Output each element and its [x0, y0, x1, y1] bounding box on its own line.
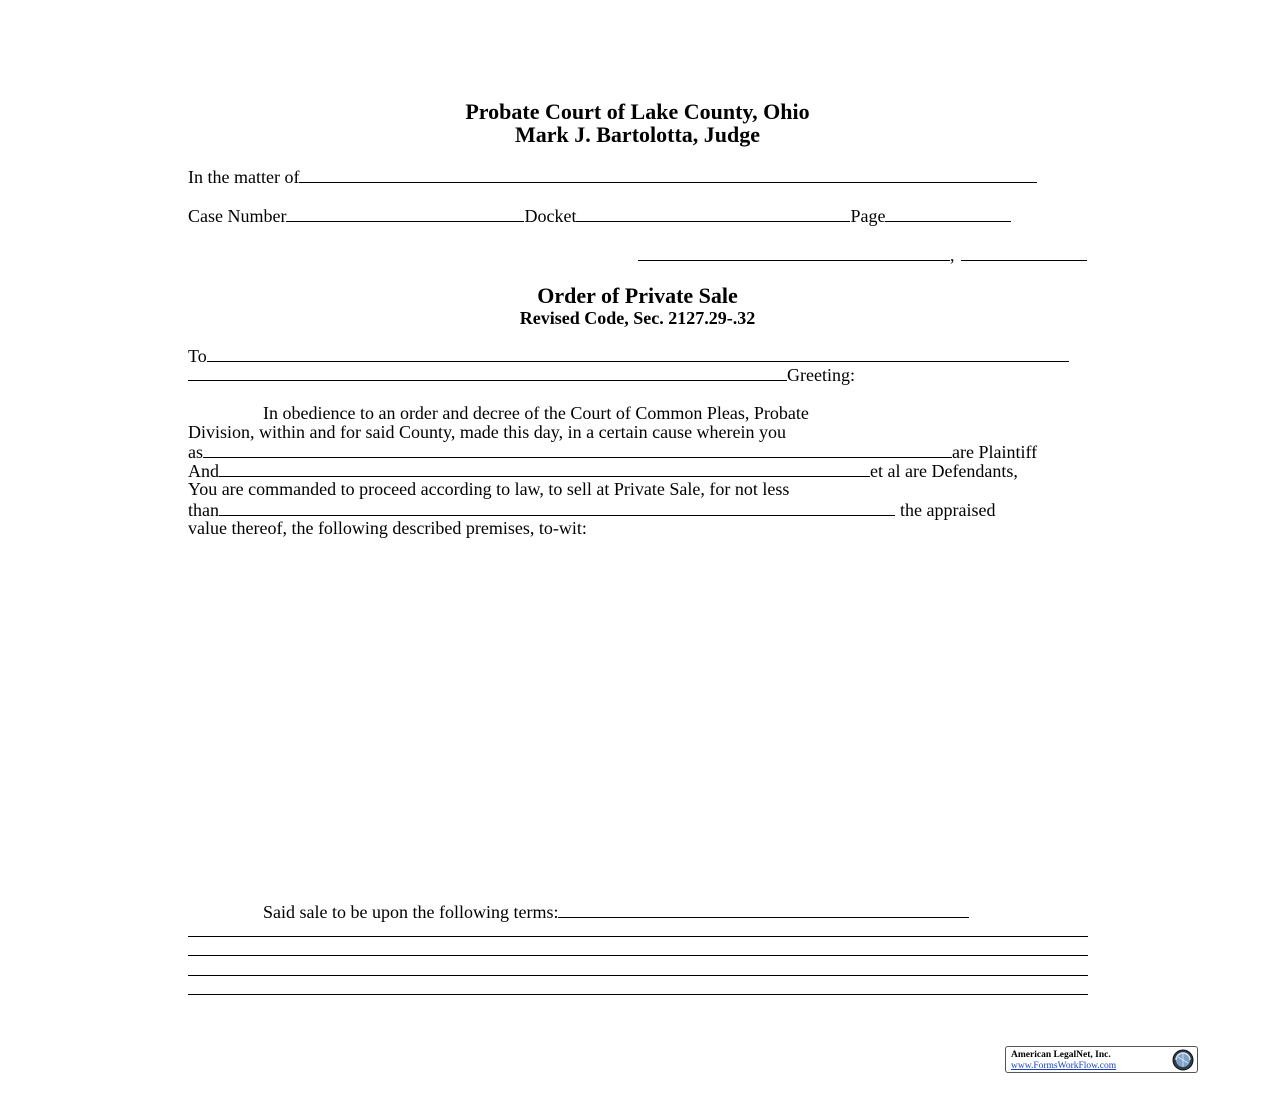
logo-company: American LegalNet, Inc. — [1011, 1050, 1111, 1060]
and-label: And — [188, 461, 219, 481]
price-field[interactable] — [219, 500, 895, 516]
terms-label: Said sale to be upon the following terms: — [263, 902, 559, 922]
defendants-row — [188, 461, 1088, 481]
premises-description-area[interactable] — [188, 545, 1088, 895]
legalnet-logo[interactable] — [1005, 1046, 1198, 1073]
plaintiff-field[interactable] — [203, 442, 952, 458]
body-line-1: In obedience to an order and decree of the Court of Common Pleas, Probate — [263, 403, 809, 423]
terms-line-3[interactable] — [188, 955, 1088, 956]
to-label: To — [188, 346, 207, 366]
case-row — [188, 206, 1088, 226]
greeting-row — [188, 365, 1088, 385]
to-field[interactable] — [207, 346, 1069, 362]
to-row — [188, 346, 1088, 366]
terms-field[interactable] — [558, 902, 969, 918]
than-label: than — [188, 500, 219, 520]
terms-line-2[interactable] — [188, 936, 1088, 937]
defendants-field[interactable] — [219, 461, 870, 477]
to-field-continued[interactable] — [188, 365, 787, 381]
date-comma: , — [950, 245, 955, 265]
case-number-field[interactable] — [286, 206, 524, 222]
body-line-2: Division, within and for said County, made this day, in a certain cause wherein you — [188, 422, 787, 442]
matter-label: In the matter of — [188, 167, 300, 187]
terms-line-4[interactable] — [188, 975, 1088, 976]
body-line-7: value thereof, the following described premises, to-wit: — [188, 518, 587, 538]
date-row — [638, 245, 1088, 265]
page-field[interactable] — [885, 206, 1011, 222]
plaintiff-row — [188, 442, 1088, 462]
greeting-label: Greeting: — [787, 365, 855, 385]
globe-icon — [1172, 1049, 1194, 1071]
court-title: Probate Court of Lake County, Ohio — [465, 99, 810, 124]
case-number-label: Case Number — [188, 206, 287, 226]
logo-url[interactable]: www.FormsWorkFlow.com — [1011, 1061, 1117, 1071]
body-line-5: You are commanded to proceed according to law, to sell at Private Sale, for not less — [188, 479, 790, 499]
year-field[interactable] — [961, 245, 1087, 261]
defendants-label: et al are Defendants, — [870, 461, 1018, 481]
docket-label: Docket — [524, 206, 577, 226]
terms-row — [188, 902, 1088, 922]
docket-field[interactable] — [576, 206, 850, 222]
date-field[interactable] — [638, 245, 950, 261]
appraised-label: the appraised — [900, 500, 996, 520]
judge-name: Mark J. Bartolotta, Judge — [514, 122, 761, 147]
matter-field[interactable] — [299, 167, 1037, 183]
order-title: Order of Private Sale — [537, 283, 738, 308]
as-label: as — [188, 442, 203, 462]
matter-row — [188, 167, 1088, 187]
price-row — [188, 500, 1088, 520]
order-subtitle: Revised Code, Sec. 2127.29-.32 — [519, 308, 756, 328]
terms-line-5[interactable] — [188, 994, 1088, 995]
plaintiff-label: are Plaintiff — [952, 442, 1038, 462]
page-label: Page — [850, 206, 886, 226]
